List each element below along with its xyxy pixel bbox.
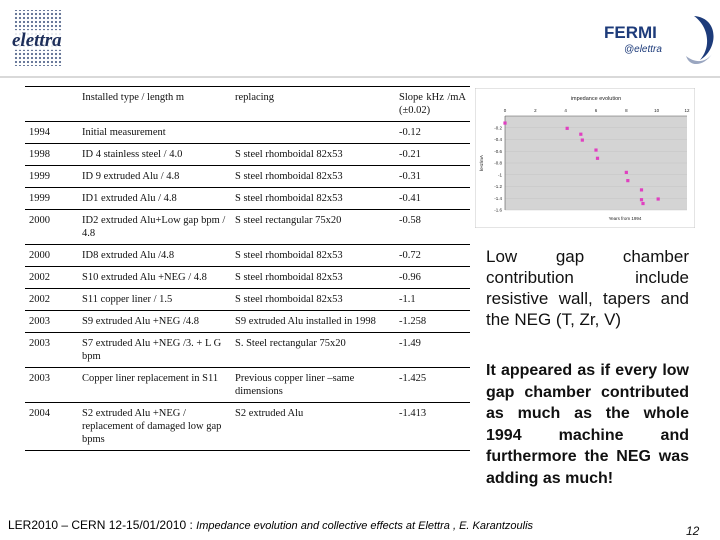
table-cell: S steel rhomboidal 82x53 — [231, 144, 395, 166]
y-tick-label: -1.6 — [494, 207, 502, 213]
table-row — [25, 289, 470, 311]
x-axis-label: Years from 1994 — [608, 216, 642, 221]
table-cell: ID1 extruded Alu / 4.8 — [78, 188, 231, 210]
svg-text:elettra: elettra — [12, 30, 62, 51]
table-cell: 2000 — [25, 245, 78, 267]
data-point — [566, 127, 569, 130]
x-tick-label: 0 — [503, 108, 507, 113]
y-tick-label: -1.4 — [494, 195, 502, 201]
table-row — [25, 144, 470, 166]
table-row — [25, 188, 470, 210]
table-cell: -0.21 — [395, 144, 470, 166]
table-cell: S10 extruded Alu +NEG / 4.8 — [78, 267, 231, 289]
x-tick-label: 6 — [594, 108, 598, 113]
table-cell: ID8 extruded Alu /4.8 — [78, 245, 231, 267]
data-point — [581, 138, 584, 141]
y-tick-label: -0.6 — [494, 148, 502, 154]
table-cell: 2003 — [25, 311, 78, 333]
table-cell: S2 extruded Alu — [231, 403, 395, 451]
x-tick-label: 10 — [654, 108, 660, 113]
data-point — [657, 197, 660, 200]
table-header-row — [25, 87, 470, 122]
table-cell: -1.1 — [395, 289, 470, 311]
table-cell: S steel rectangular 75x20 — [231, 210, 395, 245]
table-cell: S steel rhomboidal 82x53 — [231, 188, 395, 210]
data-point — [594, 148, 597, 151]
table-cell: S steel rhomboidal 82x53 — [231, 267, 395, 289]
table-cell: 1999 — [25, 166, 78, 188]
table-cell: -1.425 — [395, 368, 470, 403]
x-tick-label: 2 — [534, 108, 537, 113]
table-header-cell — [25, 87, 78, 122]
table-cell: -1.258 — [395, 311, 470, 333]
svg-text:@elettra: @elettra — [624, 44, 662, 55]
data-point — [503, 121, 506, 124]
table-cell: 2000 — [25, 210, 78, 245]
table-cell: -0.58 — [395, 210, 470, 245]
table-cell: S7 extruded Alu +NEG /3. + L G bpm — [78, 333, 231, 368]
table-cell: S9 extruded Alu installed in 1998 — [231, 311, 395, 333]
table-cell: 1998 — [25, 144, 78, 166]
table-cell: ID 9 extruded Alu / 4.8 — [78, 166, 231, 188]
table-header-cell: Slope kHz /mA (±0.02) — [395, 87, 470, 122]
table-cell: S steel rhomboidal 82x53 — [231, 289, 395, 311]
table-cell — [231, 122, 395, 144]
data-point — [626, 179, 629, 182]
table-cell: S. Steel rectangular 75x20 — [231, 333, 395, 368]
x-tick-label: 8 — [625, 108, 628, 113]
table-cell: ID 4 stainless steel / 4.0 — [78, 144, 231, 166]
svg-text:FERMI: FERMI — [604, 23, 657, 42]
table-row — [25, 210, 470, 245]
y-tick-label: -1.2 — [494, 184, 502, 189]
footer — [8, 518, 668, 532]
impedance-evolution-chart — [475, 88, 695, 228]
y-tick-label: -0.8 — [494, 160, 502, 166]
table-cell: 2003 — [25, 333, 78, 368]
fermi-logo — [600, 10, 716, 68]
table-row — [25, 403, 470, 451]
table-cell: -0.41 — [395, 188, 470, 210]
data-point — [640, 198, 643, 201]
table-cell: -0.12 — [395, 122, 470, 144]
table-cell: ID2 extruded Alu+Low gap bpm / 4.8 — [78, 210, 231, 245]
table-cell: -0.96 — [395, 267, 470, 289]
table-cell: 2002 — [25, 267, 78, 289]
table-row — [25, 122, 470, 144]
table-cell: S steel rhomboidal 82x53 — [231, 245, 395, 267]
table-header-cell: replacing — [231, 87, 395, 122]
table-cell: -1.413 — [395, 403, 470, 451]
data-point — [641, 202, 644, 205]
table-row — [25, 166, 470, 188]
chart-title: impedance evolution — [570, 96, 622, 102]
table-row — [25, 267, 470, 289]
data-point — [640, 188, 643, 191]
data-point — [625, 171, 628, 174]
table-cell: 2004 — [25, 403, 78, 451]
table-cell: -0.72 — [395, 245, 470, 267]
table-cell: -0.31 — [395, 166, 470, 188]
y-axis-label: kHz/mA — [479, 155, 484, 171]
table-cell: Copper liner replacement in S11 — [78, 368, 231, 403]
x-tick-label: 12 — [684, 108, 690, 113]
x-tick-label: 4 — [564, 108, 567, 113]
neg-observation-text: It appeared as if every low gap chamber contributed as much as the whole 1994 machine and furthermore the NEG was adding as much! — [486, 362, 689, 487]
table-cell: -1.49 — [395, 333, 470, 368]
table-cell: S2 extruded Alu +NEG / replacement of damaged low gap bpms — [78, 403, 231, 451]
table-header-cell: Installed type / length m — [78, 87, 231, 122]
table-cell: S11 copper liner / 1.5 — [78, 289, 231, 311]
y-tick-label: -0.2 — [494, 125, 502, 131]
table-cell: 1999 — [25, 188, 78, 210]
page-number: 12 — [686, 524, 700, 538]
data-point — [579, 133, 582, 136]
table-cell: Initial measurement — [78, 122, 231, 144]
table-row — [25, 333, 470, 368]
table-cell: S steel rhomboidal 82x53 — [231, 166, 395, 188]
table-cell: S9 extruded Alu +NEG /4.8 — [78, 311, 231, 333]
table-row — [25, 368, 470, 403]
data-point — [596, 157, 599, 160]
table-row — [25, 245, 470, 267]
impedance-table — [25, 86, 470, 451]
table-cell: Previous copper liner –same dimensions — [231, 368, 395, 403]
footer-conference: LER2010 – CERN 12-15/01/2010 : — [8, 518, 193, 532]
table-cell: 2002 — [25, 289, 78, 311]
table-cell: 1994 — [25, 122, 78, 144]
y-tick-label: -1 — [497, 172, 502, 178]
header-divider — [0, 76, 720, 78]
table-row — [25, 311, 470, 333]
y-tick-label: -0.4 — [494, 137, 502, 142]
elettra-logo — [6, 8, 78, 70]
gap-chamber-contribution-text: Low gap chamber contribution include resistive wall, tapers and the NEG (T, Zr, V) — [486, 247, 689, 329]
table-cell: 2003 — [25, 368, 78, 403]
footer-title: Impedance evolution and collective effects at Elettra , E. Karantzoulis — [196, 520, 534, 532]
